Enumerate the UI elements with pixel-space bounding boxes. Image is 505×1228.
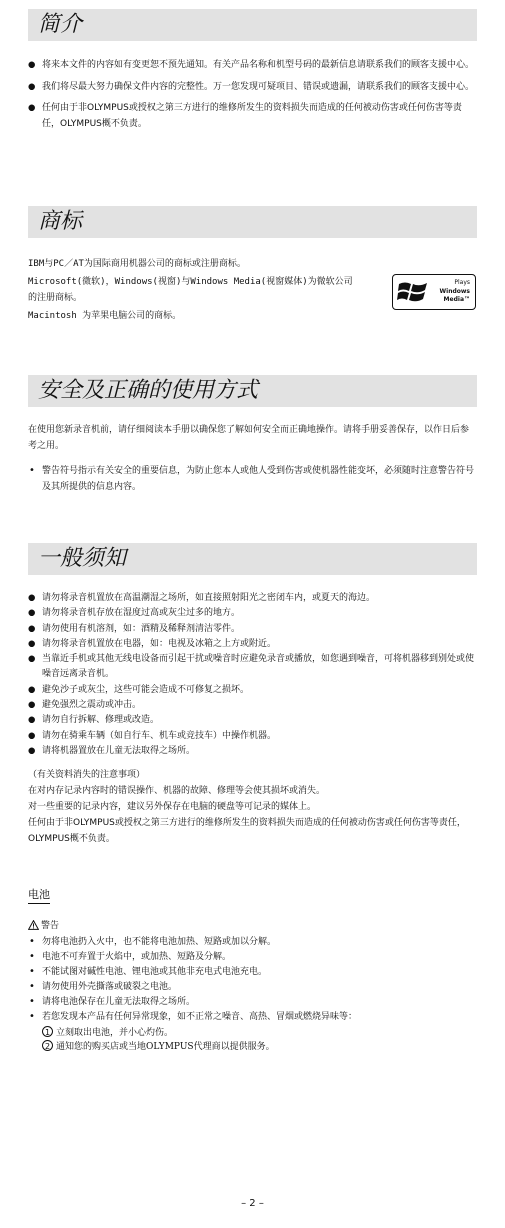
battery-item: • 请将电池保存在儿童无法取得之场所。 [28, 996, 477, 1009]
windows-flag-icon [397, 279, 431, 305]
safety-paragraph: 在使用您新录音机前，请仔细阅读本手册以确保您了解如何安全而正确地操作。请将手册妥善保存，以作日后参考之用。 [28, 425, 470, 451]
general-list [28, 591, 477, 759]
safety-block [28, 423, 477, 495]
warning-label-text: 警告 [41, 921, 60, 931]
intro-item: ● 将来本文件的内容如有变更恕不预先通知。有关产品名称和机型号码的最新信息请联系我们的顾客支援中心。 [28, 58, 477, 74]
general-item: ● 请勿使用有机溶剂，如：酒精及稀释剂清洁零件。 [28, 622, 477, 637]
general-item: ● 避免强烈之震动或冲击。 [28, 698, 477, 713]
battery-item: • 电池不可弃置于火焰中，或加热、短路及分解。 [28, 951, 477, 964]
intro-item: ● 任何由于非OLYMPUS或授权之第三方进行的维修所发生的资料损失而造成的任何被动伤害或任何伤害等责任，OLYMPUS概不负责。 [28, 101, 477, 132]
battery-step [42, 1026, 477, 1040]
general-item: ● 请勿将录音机存放在湿度过高或灰尘过多的地方。 [28, 606, 477, 621]
note-line: 任何由于非OLYMPUS或授权之第三方进行的维修所发生的资料损失而造成的任何被动伤害或任何伤害等责任，OLYMPUS概不负责。 [28, 818, 466, 845]
battery-item: • 不能试图对碱性电池、锂电池或其他非充电式电池充电。 [28, 966, 477, 979]
logo-text-plays: Plays [454, 279, 470, 286]
step-number: 2 [42, 1040, 53, 1051]
battery-item: • 勿将电池扔入火中，也不能将电池加热、短路或加以分解。 [28, 936, 477, 949]
trademark-line: IBM与PC／AT为国际商用机器公司的商标或注册商标。 [28, 259, 246, 269]
trademark-line: Macintosh 为苹果电脑公司的商标。 [28, 311, 182, 321]
intro-item: ● 我们将尽最大努力确保文件内容的完整性。万一您发现可疑项目、错误或遗漏，请联系我们的顾客支援中心。 [28, 80, 477, 96]
battery-list [28, 936, 477, 1024]
general-item: ● 避免沙子或灰尘，这些可能会造成不可修复之损坏。 [28, 683, 477, 698]
step-text: 通知您的购买店或当地OLYMPUS代理商以提供服务。 [56, 1042, 275, 1052]
general-item: ● 请勿将录音机置放在高温潮湿之场所，如直接照射阳光之密闭车内，或夏天的海边。 [28, 591, 477, 606]
battery-item: • 请勿使用外壳撕落或破裂之电池。 [28, 981, 477, 994]
page-number: – 2 – [241, 1198, 264, 1209]
note-line: （有关资料消失的注意事项） [28, 770, 146, 781]
plays-windows-media-logo [392, 274, 476, 310]
general-item: ● 请勿在骑乘车辆（如自行车、机车或竞技车）中操作机器。 [28, 729, 477, 744]
warning-triangle-icon [28, 920, 39, 930]
intro-list-block [28, 58, 477, 138]
intro-list [28, 58, 477, 132]
safety-list [28, 464, 477, 495]
trademark-text [28, 256, 358, 324]
general-item: ● 请勿自行拆解、修理或改造。 [28, 713, 477, 728]
step-text: 立刻取出电池，并小心灼伤。 [56, 1028, 174, 1038]
battery-heading: 电池 [28, 888, 50, 904]
data-loss-note [28, 767, 477, 847]
safety-item: • 警告符号指示有关安全的重要信息，为防止您本人或他人受到伤害或使机器性能变坏，必须随时注意警告符号及其所提供的信息内容。 [28, 464, 477, 495]
general-item: ● 请勿将录音机置放在电器，如：电视及冰箱之上方或附近。 [28, 637, 477, 652]
logo-text-windows: Windows [439, 288, 470, 295]
note-line: 对一些重要的记录内容，建议另外保存在电脑的硬盘等可记录的媒体上。 [28, 802, 317, 813]
battery-block [28, 936, 477, 1054]
battery-warning-label [28, 919, 59, 933]
section-heading-intro: 简介 [28, 9, 477, 41]
trademark-line: Microsoft(微软)，Windows(视窗)与Windows Media(视窗媒体)为微软公司的注册商标。 [28, 277, 353, 303]
step-number: 1 [42, 1026, 53, 1037]
general-block [28, 591, 477, 847]
section-heading-trademarks: 商标 [28, 206, 477, 238]
battery-step [42, 1040, 477, 1054]
note-line: 在对内存记录内容时的错误操作、机器的故障、修理等会使其损坏或消失。 [28, 786, 326, 797]
section-heading-general: 一般须知 [28, 543, 477, 575]
general-item: ● 当靠近手机或其他无线电设备而引起干扰或噪音时应避免录音或播放，如您遇到噪音，可将机器移到别处或使噪音远离录音机。 [28, 652, 477, 683]
logo-text-media: Media™ [443, 296, 470, 303]
section-heading-safety: 安全及正确的使用方式 [28, 375, 477, 407]
battery-item: • 若您发现本产品有任何异常现象，如不正常之噪音、高热、冒烟或燃烧异味等： [28, 1011, 477, 1024]
general-item: ● 请将机器置放在儿童无法取得之场所。 [28, 744, 477, 759]
